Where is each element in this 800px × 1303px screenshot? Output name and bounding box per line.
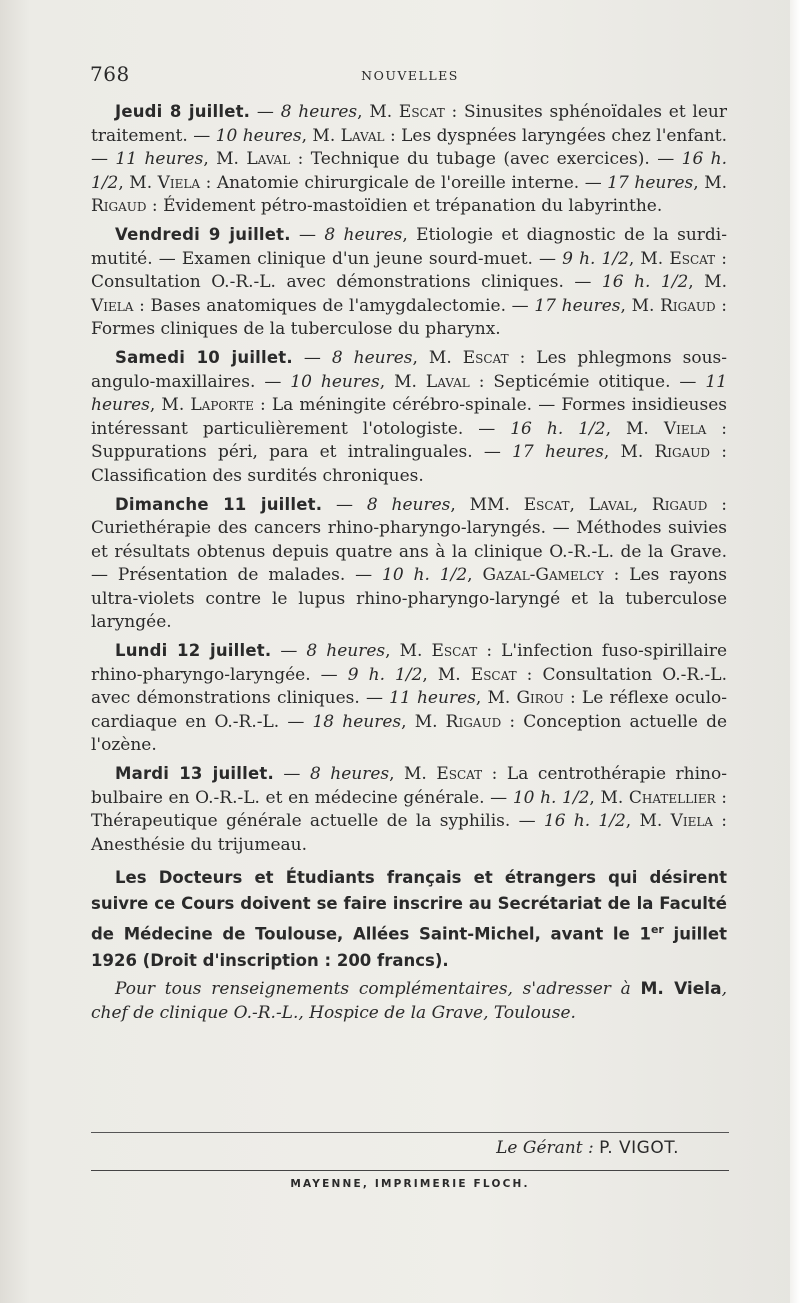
lecturer-name: Viela: [663, 418, 707, 439]
schedule-entry: [91, 100, 727, 219]
gerant-line: [91, 1138, 679, 1158]
registration-notice: [91, 865, 727, 974]
lecture-text: , M.: [389, 764, 437, 785]
contact-info: [91, 978, 727, 1025]
lecture-text: —: [273, 764, 310, 785]
lecture-text: : Les rayons ultra-violets contre le lupus rhino-pharyngo-laryngé et la tuberculose laryngée.: [91, 565, 728, 633]
course-schedule: [91, 100, 727, 857]
lecturer-name: Viela: [157, 172, 201, 193]
lecture-time: 17 heures: [534, 295, 621, 316]
schedule-entry: [91, 346, 727, 489]
lecturer-name: Escat: [523, 494, 570, 515]
lecturer-name: Rigaud: [660, 295, 716, 316]
lecture-text: : Formes cliniques de la tuberculose du pharynx.: [91, 295, 728, 340]
lecture-text: ,: [632, 494, 652, 515]
lecture-text: —: [292, 347, 332, 368]
lecture-text: —: [250, 102, 281, 122]
lecturer-name: Escat: [398, 102, 445, 122]
lecture-text: : Sinusites sphénoïdales et leur traitement. —: [91, 102, 727, 146]
lecture-time: 16 h. 1/2: [543, 811, 626, 832]
lecture-text: : Consultation O.-R.-L. avec démonstrations cliniques. —: [91, 664, 727, 709]
lecturer-name: Escat: [436, 764, 483, 785]
lecture-text: : Anatomie chirurgicale de l'oreille interne. —: [200, 172, 608, 193]
lecture-text: : Curiethérapie des cancers rhino-pharyngo-laryngés. — Méthodes suivies et résultats obtenus depuis quatre ans à la clinique O.-R.-L. de la Grave. — Présentation de malades. —: [91, 494, 727, 586]
day-heading: Mardi 13 juillet.: [115, 764, 274, 784]
lecture-text: : Le réflexe oculo-cardiaque en O.-R.-L. —: [91, 688, 727, 732]
lecture-time: 8 heures: [366, 494, 451, 515]
page-number: 768: [90, 62, 130, 86]
lecturer-name: Girou: [516, 688, 564, 709]
lecture-text: : Les phlegmons sous-angulo-maxillaires. —: [91, 347, 727, 392]
lecturer-name: Laval: [425, 371, 470, 392]
lecture-text: , M.: [357, 102, 399, 122]
schedule-entry: [91, 493, 727, 636]
lecturer-name: Laporte: [190, 395, 254, 416]
main-text: [91, 100, 727, 1025]
contact-after: , chef de clinique O.-R.-L., Hospice de la Grave, Toulouse.: [91, 978, 727, 1023]
lecture-time: 16 h. 1/2: [601, 272, 689, 293]
lecture-text: , M.: [603, 442, 655, 463]
lecture-text: : Technique du tubage (avec exercices). —: [290, 149, 682, 170]
schedule-entry: [91, 639, 727, 758]
footer-rule-top: [91, 1132, 729, 1133]
lecturer-name: Laval: [340, 125, 385, 146]
lecturer-name: Viela: [670, 811, 713, 832]
page-edge: [790, 0, 800, 1303]
lecture-text: ,: [569, 494, 589, 515]
lecture-time: 10 heures: [215, 125, 302, 146]
lecturer-name: Escat: [669, 248, 716, 269]
day-heading: Jeudi 8 juillet.: [115, 102, 251, 121]
lecture-text: , M.: [118, 172, 158, 193]
lecturer-name: Laval: [588, 494, 633, 515]
contact-before: Pour tous renseignements complémentaires, s'adresser à: [115, 978, 641, 999]
lecture-time: 8 heures: [324, 224, 403, 245]
lecture-text: , M.: [379, 371, 426, 392]
notice-text-after: juillet 1926 (Droit d'inscription : 200 francs).: [91, 924, 727, 970]
schedule-entry: [91, 223, 727, 342]
lecture-text: : L'infection fuso-spirillaire rhino-pharyngo-laryngée. —: [91, 641, 728, 685]
printer-imprint: MAYENNE, IMPRIMERIE FLOCH.: [290, 1178, 530, 1190]
lecture-time: 11 heures: [91, 371, 728, 416]
lecture-time: 16 h. 1/2: [510, 418, 606, 439]
lecture-time: 17 heures: [607, 172, 694, 193]
lecturer-name: Gazal-Gamelcy: [482, 565, 604, 586]
lecture-time: 18 heures: [312, 711, 402, 732]
lecture-text: , M.: [149, 395, 191, 416]
lecture-text: , M.: [203, 149, 247, 170]
lecture-text: : Thérapeutique générale actuelle de la syphilis. —: [91, 787, 727, 832]
lecture-time: 16 h. 1/2: [91, 149, 728, 193]
lecture-text: : Les dyspnées laryngées chez l'enfant. —: [91, 125, 727, 170]
lecture-text: : Septicémie otitique. —: [469, 371, 706, 392]
lecture-text: , M.: [412, 347, 463, 368]
lecture-text: , M.: [693, 172, 728, 193]
lecture-text: , MM.: [450, 494, 524, 515]
lecture-time: 9 h. 1/2: [347, 664, 423, 685]
lecture-time: 8 heures: [280, 102, 358, 122]
lecture-text: , M.: [301, 125, 341, 146]
lecture-text: —: [322, 494, 367, 515]
lecture-text: : Conception actuelle de l'ozène.: [91, 711, 728, 756]
lecturer-name: Escat: [462, 347, 509, 368]
lecturer-name: Rigaud: [91, 196, 147, 217]
lecturer-name: Escat: [470, 664, 517, 685]
lecture-text: , M.: [589, 787, 629, 808]
lecture-text: : Évidement pétro-mastoïdien et trépanation du labyrinthe.: [146, 196, 663, 217]
lecture-text: : La méningite cérébro-spinale. — Formes insidieuses intéressant particulièrement l'otologiste. —: [91, 395, 727, 439]
lecturer-name: Escat: [431, 641, 478, 662]
lecturer-name: Viela: [91, 295, 134, 316]
notice-text-before: Les Docteurs et Étudiants français et étrangers qui désirent suivre ce Cours doivent se faire inscrire au Secrétariat de la Faculté de Médecine de Toulouse, Allées Saint-Michel, avant le 1: [91, 868, 727, 944]
lecture-text: : Anesthésie du trijumeau.: [91, 811, 727, 855]
day-heading: Lundi 12 juillet.: [115, 641, 272, 661]
lecture-text: ,: [467, 565, 483, 586]
lecture-time: 10 heures: [290, 371, 380, 392]
lecture-time: 8 heures: [306, 641, 386, 662]
lecture-time: 17 heures: [512, 442, 604, 463]
lecture-text: , M.: [422, 664, 471, 685]
lecture-time: 11 heures: [389, 688, 476, 709]
lecture-text: , M.: [605, 418, 664, 439]
lecturer-name: Rigaud: [651, 494, 708, 515]
lecture-text: , M.: [628, 248, 670, 269]
lecturer-name: Chatellier: [628, 787, 716, 808]
gerant-label: Le Gérant :: [496, 1138, 600, 1158]
lecture-time: 8 heures: [309, 764, 390, 785]
page-header: [90, 62, 730, 92]
running-head: NOUVELLES: [361, 68, 459, 83]
lecture-time: 10 h. 1/2: [512, 787, 590, 808]
lecture-text: : Suppurations péri, para et intralinguales. —: [91, 418, 727, 463]
contact-name: M. Viela: [640, 978, 722, 999]
lecture-text: : Consultation O.-R.-L. avec démonstrations cliniques. —: [91, 248, 727, 293]
lecture-text: , M.: [385, 641, 432, 662]
footer-rule-bottom: [91, 1170, 729, 1171]
lecture-text: : Classification des surdités chroniques.: [91, 442, 727, 486]
lecture-text: , M.: [620, 295, 661, 316]
schedule-entry: [91, 762, 727, 857]
lecture-text: , M.: [625, 811, 671, 832]
day-heading: Vendredi 9 juillet.: [115, 224, 291, 244]
gerant-name: P. VIGOT.: [599, 1138, 679, 1158]
lecturer-name: Rigaud: [445, 711, 502, 732]
lecture-text: —: [290, 224, 325, 245]
day-heading: Samedi 10 juillet.: [115, 347, 293, 367]
lecture-time: 8 heures: [331, 347, 413, 368]
notice-superscript: er: [650, 923, 664, 937]
lecture-text: , Etiologie et diagnostic de la surdi-mutité. — Examen clinique d'un jeune sourd-muet. —: [91, 224, 727, 269]
lecture-text: —: [271, 641, 307, 662]
lecture-time: 11 heures: [115, 149, 204, 170]
lecture-text: , M.: [475, 688, 517, 709]
lecturer-name: Rigaud: [654, 442, 711, 463]
lecture-text: : Bases anatomiques de l'amygdalectomie. —: [133, 295, 535, 316]
lecture-time: 10 h. 1/2: [382, 565, 468, 586]
lecturer-name: Laval: [246, 149, 291, 170]
lecture-text: , M.: [688, 272, 727, 293]
day-heading: Dimanche 11 juillet.: [115, 494, 323, 514]
lecture-text: , M.: [401, 711, 446, 732]
lecture-text: : La centrothérapie rhino-bulbaire en O.-R.-L. et en médecine générale. —: [91, 764, 727, 808]
lecture-time: 9 h. 1/2: [562, 248, 629, 269]
